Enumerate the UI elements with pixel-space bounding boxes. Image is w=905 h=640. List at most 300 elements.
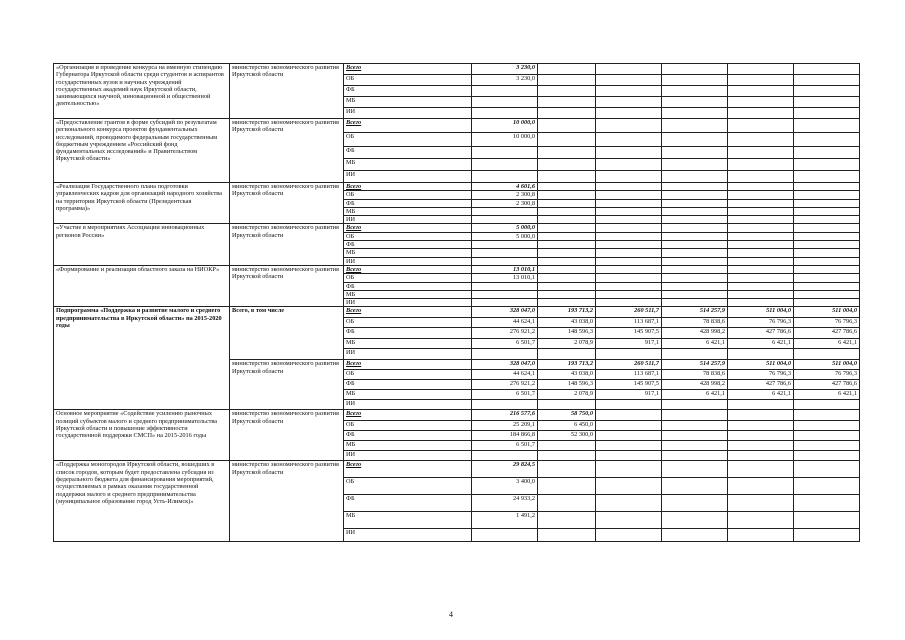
amount-cell-year-1 xyxy=(472,349,538,360)
amount-cell-year-1: 6 501,7 xyxy=(472,441,538,451)
amount-cell-year-1: 5 000,0 xyxy=(472,224,538,232)
funding-source-cell: МБ xyxy=(344,290,472,298)
funding-source-cell: ОБ xyxy=(344,75,472,86)
amount-cell-year-5 xyxy=(728,478,794,495)
amount-cell-year-5 xyxy=(728,119,794,133)
amount-cell-year-6 xyxy=(794,171,860,183)
amount-cell-year-2 xyxy=(538,64,596,75)
funding-source-cell: ФБ xyxy=(344,199,472,207)
amount-cell-year-6 xyxy=(794,299,860,307)
amount-cell-year-6 xyxy=(794,282,860,290)
amount-cell-year-1: 328 047,0 xyxy=(472,307,538,318)
amount-cell-year-3 xyxy=(596,199,662,207)
amount-cell-year-3: 917,1 xyxy=(596,339,662,349)
amount-cell-year-4 xyxy=(662,75,728,86)
funding-source-cell: ИИ xyxy=(344,257,472,265)
amount-cell-year-6 xyxy=(794,241,860,249)
funding-source-cell: ИИ xyxy=(344,216,472,224)
amount-cell-year-5: 511 004,0 xyxy=(728,360,794,370)
table-row xyxy=(54,461,860,478)
amount-cell-year-2 xyxy=(538,224,596,232)
amount-cell-year-1: 2 300,8 xyxy=(472,191,538,199)
amount-cell-year-4 xyxy=(662,119,728,133)
amount-cell-year-2 xyxy=(538,290,596,298)
amount-cell-year-5 xyxy=(728,290,794,298)
amount-cell-year-3 xyxy=(596,249,662,257)
amount-cell-year-4: 514 257,9 xyxy=(662,307,728,318)
amount-cell-year-2 xyxy=(538,75,596,86)
amount-cell-year-4 xyxy=(662,495,728,512)
amount-cell-year-3 xyxy=(596,119,662,133)
amount-cell-year-5 xyxy=(728,282,794,290)
amount-cell-year-4 xyxy=(662,410,728,421)
amount-cell-year-5 xyxy=(728,171,794,183)
funding-source-cell: Всего xyxy=(344,410,472,421)
measure-name-cell: «Формирование и реализация областного заказа на НИОКР» xyxy=(54,265,230,306)
amount-cell-year-6 xyxy=(794,86,860,97)
amount-cell-year-6: 6 421,1 xyxy=(794,390,860,400)
funding-source-cell: МБ xyxy=(344,207,472,215)
amount-cell-year-3 xyxy=(596,171,662,183)
amount-cell-year-5 xyxy=(728,299,794,307)
amount-cell-year-1 xyxy=(472,290,538,298)
measure-name-cell: «Предоставление грантов в форме субсидий по результатам регионального конкурса проектов фундаментальных исследований, проводимого федеральным государственным бюджетным учреждением «Российский фонд фундаментальных исследований» и Правительством Иркутской области» xyxy=(54,119,230,183)
amount-cell-year-3 xyxy=(596,274,662,282)
funding-source-cell: МБ xyxy=(344,159,472,171)
amount-cell-year-5 xyxy=(728,421,794,431)
amount-cell-year-3 xyxy=(596,75,662,86)
amount-cell-year-6 xyxy=(794,183,860,191)
amount-cell-year-3: 113 687,1 xyxy=(596,370,662,380)
amount-cell-year-1: 4 601,6 xyxy=(472,183,538,191)
amount-cell-year-1: 3 230,0 xyxy=(472,75,538,86)
amount-cell-year-2 xyxy=(538,257,596,265)
funding-source-cell: ФБ xyxy=(344,241,472,249)
funding-source-cell: МБ xyxy=(344,512,472,529)
funding-source-cell: МБ xyxy=(344,390,472,400)
amount-cell-year-5 xyxy=(728,232,794,240)
funding-source-cell: Всего xyxy=(344,461,472,478)
amount-cell-year-4: 6 421,1 xyxy=(662,390,728,400)
amount-cell-year-2 xyxy=(538,171,596,183)
amount-cell-year-4 xyxy=(662,349,728,360)
amount-cell-year-6 xyxy=(794,216,860,224)
amount-cell-year-6 xyxy=(794,478,860,495)
amount-cell-year-1: 184 866,8 xyxy=(472,431,538,441)
amount-cell-year-6 xyxy=(794,232,860,240)
amount-cell-year-4 xyxy=(662,133,728,147)
amount-cell-year-5 xyxy=(728,108,794,119)
amount-cell-year-6: 511 004,0 xyxy=(794,360,860,370)
amount-cell-year-6 xyxy=(794,199,860,207)
amount-cell-year-3 xyxy=(596,290,662,298)
funding-source-cell: ФБ xyxy=(344,86,472,97)
amount-cell-year-1 xyxy=(472,147,538,159)
amount-cell-year-4 xyxy=(662,224,728,232)
amount-cell-year-4: 78 838,6 xyxy=(662,318,728,328)
amount-cell-year-2 xyxy=(538,133,596,147)
amount-cell-year-2 xyxy=(538,400,596,410)
amount-cell-year-5: 76 796,3 xyxy=(728,370,794,380)
amount-cell-year-4 xyxy=(662,274,728,282)
amount-cell-year-1: 276 921,2 xyxy=(472,380,538,390)
amount-cell-year-4 xyxy=(662,232,728,240)
amount-cell-year-5 xyxy=(728,97,794,108)
amount-cell-year-1 xyxy=(472,282,538,290)
funding-source-cell: ОБ xyxy=(344,421,472,431)
amount-cell-year-3 xyxy=(596,421,662,431)
amount-cell-year-6: 76 796,3 xyxy=(794,318,860,328)
amount-cell-year-5 xyxy=(728,86,794,97)
amount-cell-year-4 xyxy=(662,282,728,290)
amount-cell-year-3: 145 907,5 xyxy=(596,380,662,390)
amount-cell-year-3 xyxy=(596,159,662,171)
amount-cell-year-1 xyxy=(472,207,538,215)
table-row xyxy=(54,119,860,133)
amount-cell-year-4 xyxy=(662,441,728,451)
amount-cell-year-6 xyxy=(794,108,860,119)
amount-cell-year-6 xyxy=(794,119,860,133)
amount-cell-year-1: 5 000,0 xyxy=(472,232,538,240)
amount-cell-year-6 xyxy=(794,495,860,512)
amount-cell-year-5 xyxy=(728,431,794,441)
funding-source-cell: ФБ xyxy=(344,431,472,441)
funding-source-cell: Всего xyxy=(344,265,472,273)
budget-table xyxy=(53,63,860,542)
table-row xyxy=(54,265,860,273)
amount-cell-year-1: 276 921,2 xyxy=(472,328,538,339)
amount-cell-year-6 xyxy=(794,75,860,86)
funding-source-cell: Всего xyxy=(344,183,472,191)
amount-cell-year-3 xyxy=(596,282,662,290)
amount-cell-year-5 xyxy=(728,257,794,265)
amount-cell-year-2 xyxy=(538,119,596,133)
amount-cell-year-6 xyxy=(794,451,860,461)
amount-cell-year-1: 13 010,1 xyxy=(472,274,538,282)
amount-cell-year-2 xyxy=(538,274,596,282)
amount-cell-year-6: 427 786,6 xyxy=(794,380,860,390)
amount-cell-year-2 xyxy=(538,108,596,119)
amount-cell-year-6 xyxy=(794,207,860,215)
amount-cell-year-1: 6 501,7 xyxy=(472,339,538,349)
amount-cell-year-4 xyxy=(662,265,728,273)
amount-cell-year-4 xyxy=(662,400,728,410)
executor-cell: министерство экономического развития Иркутской области xyxy=(230,265,344,306)
amount-cell-year-5 xyxy=(728,461,794,478)
amount-cell-year-5 xyxy=(728,495,794,512)
amount-cell-year-1: 10 000,0 xyxy=(472,133,538,147)
amount-cell-year-5 xyxy=(728,441,794,451)
amount-cell-year-6: 76 796,3 xyxy=(794,370,860,380)
funding-source-cell: Всего xyxy=(344,119,472,133)
amount-cell-year-4 xyxy=(662,290,728,298)
executor-cell: министерство экономического развития Иркутской области xyxy=(230,64,344,119)
amount-cell-year-1 xyxy=(472,249,538,257)
amount-cell-year-3 xyxy=(596,108,662,119)
amount-cell-year-6 xyxy=(794,461,860,478)
table-row xyxy=(54,307,860,318)
amount-cell-year-4: 78 838,6 xyxy=(662,370,728,380)
amount-cell-year-1 xyxy=(472,529,538,542)
table-row xyxy=(54,410,860,421)
amount-cell-year-3 xyxy=(596,97,662,108)
amount-cell-year-3 xyxy=(596,512,662,529)
amount-cell-year-3 xyxy=(596,183,662,191)
amount-cell-year-2 xyxy=(538,191,596,199)
table-row xyxy=(54,64,860,75)
amount-cell-year-5 xyxy=(728,451,794,461)
amount-cell-year-5 xyxy=(728,207,794,215)
amount-cell-year-1 xyxy=(472,257,538,265)
amount-cell-year-1: 3 400,0 xyxy=(472,478,538,495)
executor-cell: министерство экономического развития Иркутской области xyxy=(230,119,344,183)
amount-cell-year-2 xyxy=(538,478,596,495)
amount-cell-year-2: 193 713,2 xyxy=(538,307,596,318)
amount-cell-year-3 xyxy=(596,451,662,461)
amount-cell-year-5 xyxy=(728,216,794,224)
executor-cell: министерство экономического развития Иркутской области xyxy=(230,224,344,265)
amount-cell-year-2: 148 596,3 xyxy=(538,380,596,390)
amount-cell-year-1: 44 624,1 xyxy=(472,370,538,380)
amount-cell-year-2: 58 750,0 xyxy=(538,410,596,421)
funding-source-cell: МБ xyxy=(344,97,472,108)
amount-cell-year-6: 511 004,0 xyxy=(794,307,860,318)
amount-cell-year-1 xyxy=(472,400,538,410)
amount-cell-year-1 xyxy=(472,451,538,461)
funding-source-cell: Всего xyxy=(344,224,472,232)
amount-cell-year-3 xyxy=(596,133,662,147)
funding-source-cell: Всего xyxy=(344,360,472,370)
funding-source-cell: ОБ xyxy=(344,232,472,240)
funding-source-cell: ФБ xyxy=(344,328,472,339)
amount-cell-year-5 xyxy=(728,64,794,75)
amount-cell-year-3: 145 907,5 xyxy=(596,328,662,339)
measure-name-cell: «Организация и проведение конкурса на именную стипендию Губернатора Иркутской области среди студентов и аспирантов государственных вузов и научных учреждений государственных академий наук Иркутской области, занимающихся научной, инновационной и общественной деятельностью» xyxy=(54,64,230,119)
amount-cell-year-2 xyxy=(538,282,596,290)
amount-cell-year-6 xyxy=(794,257,860,265)
amount-cell-year-1: 216 577,6 xyxy=(472,410,538,421)
amount-cell-year-1: 328 047,0 xyxy=(472,360,538,370)
funding-source-cell: ОБ xyxy=(344,478,472,495)
funding-source-cell: ОБ xyxy=(344,318,472,328)
amount-cell-year-1 xyxy=(472,171,538,183)
amount-cell-year-1: 6 501,7 xyxy=(472,390,538,400)
amount-cell-year-3 xyxy=(596,441,662,451)
funding-source-cell: ОБ xyxy=(344,191,472,199)
amount-cell-year-4 xyxy=(662,199,728,207)
amount-cell-year-2 xyxy=(538,529,596,542)
amount-cell-year-2 xyxy=(538,241,596,249)
amount-cell-year-5 xyxy=(728,133,794,147)
funding-source-cell: ИИ xyxy=(344,529,472,542)
amount-cell-year-5 xyxy=(728,191,794,199)
amount-cell-year-4: 428 998,2 xyxy=(662,380,728,390)
amount-cell-year-5 xyxy=(728,529,794,542)
amount-cell-year-6 xyxy=(794,410,860,421)
amount-cell-year-5 xyxy=(728,410,794,421)
measure-name-cell: «Поддержка моногородов Иркутской области, вошедших в список городов, которым будет предоставлена субсидия из федерального бюджета для финансирования мероприятий, осуществляемых в рамках оказания государственной поддержки малого и среднего предпринимательства (муниципальное образование город Усть-Илимск)» xyxy=(54,461,230,542)
amount-cell-year-6 xyxy=(794,290,860,298)
executor-cell: министерство экономического развития Иркутской области xyxy=(230,410,344,461)
amount-cell-year-3 xyxy=(596,86,662,97)
executor-cell: министерство экономического развития Иркутской области xyxy=(230,360,344,410)
amount-cell-year-4 xyxy=(662,241,728,249)
amount-cell-year-4 xyxy=(662,183,728,191)
amount-cell-year-1: 3 230,0 xyxy=(472,64,538,75)
amount-cell-year-2 xyxy=(538,299,596,307)
amount-cell-year-6 xyxy=(794,159,860,171)
amount-cell-year-6 xyxy=(794,191,860,199)
amount-cell-year-1 xyxy=(472,108,538,119)
amount-cell-year-6 xyxy=(794,147,860,159)
amount-cell-year-2 xyxy=(538,512,596,529)
amount-cell-year-3 xyxy=(596,299,662,307)
funding-source-cell: ИИ xyxy=(344,451,472,461)
amount-cell-year-5: 511 004,0 xyxy=(728,307,794,318)
amount-cell-year-2: 2 078,9 xyxy=(538,339,596,349)
amount-cell-year-1: 2 300,8 xyxy=(472,199,538,207)
amount-cell-year-3 xyxy=(596,400,662,410)
amount-cell-year-1 xyxy=(472,216,538,224)
amount-cell-year-4 xyxy=(662,207,728,215)
amount-cell-year-4 xyxy=(662,97,728,108)
table-row xyxy=(54,183,860,191)
amount-cell-year-3 xyxy=(596,232,662,240)
amount-cell-year-2 xyxy=(538,207,596,215)
executor-cell: министерство экономического развития Иркутской области xyxy=(230,461,344,542)
executor-cell: Всего, в том числе xyxy=(230,307,344,360)
amount-cell-year-3 xyxy=(596,265,662,273)
amount-cell-year-6 xyxy=(794,224,860,232)
amount-cell-year-2: 52 300,0 xyxy=(538,431,596,441)
amount-cell-year-4 xyxy=(662,108,728,119)
amount-cell-year-6 xyxy=(794,265,860,273)
amount-cell-year-4 xyxy=(662,147,728,159)
amount-cell-year-5 xyxy=(728,241,794,249)
amount-cell-year-6 xyxy=(794,441,860,451)
amount-cell-year-3 xyxy=(596,64,662,75)
amount-cell-year-5 xyxy=(728,249,794,257)
amount-cell-year-5 xyxy=(728,265,794,273)
amount-cell-year-2 xyxy=(538,183,596,191)
funding-source-cell: ИИ xyxy=(344,299,472,307)
amount-cell-year-5 xyxy=(728,349,794,360)
amount-cell-year-5 xyxy=(728,75,794,86)
amount-cell-year-5 xyxy=(728,159,794,171)
amount-cell-year-3: 113 687,1 xyxy=(596,318,662,328)
amount-cell-year-2 xyxy=(538,265,596,273)
table-body xyxy=(54,64,860,542)
amount-cell-year-5: 6 421,1 xyxy=(728,390,794,400)
amount-cell-year-6 xyxy=(794,133,860,147)
measure-name-cell: «Участие в мероприятиях Ассоциации инновационных регионов России» xyxy=(54,224,230,265)
amount-cell-year-3 xyxy=(596,191,662,199)
amount-cell-year-5 xyxy=(728,147,794,159)
funding-source-cell: ФБ xyxy=(344,282,472,290)
amount-cell-year-2: 193 713,2 xyxy=(538,360,596,370)
amount-cell-year-6 xyxy=(794,249,860,257)
amount-cell-year-2 xyxy=(538,86,596,97)
amount-cell-year-4 xyxy=(662,86,728,97)
executor-cell: министерство экономического развития Иркутской области xyxy=(230,183,344,224)
amount-cell-year-4 xyxy=(662,421,728,431)
page-number: 4 xyxy=(449,610,453,619)
measure-name-cell: Основное мероприятие «Содействие усилению рыночных позиций субъектов малого и среднего предпринимательства Иркутской области и повышение эффективности государственной поддержки СМСП» на 2015-2016 годы xyxy=(54,410,230,461)
amount-cell-year-6 xyxy=(794,400,860,410)
amount-cell-year-5: 427 786,6 xyxy=(728,328,794,339)
amount-cell-year-2 xyxy=(538,147,596,159)
amount-cell-year-3 xyxy=(596,216,662,224)
amount-cell-year-2 xyxy=(538,199,596,207)
amount-cell-year-1: 10 000,0 xyxy=(472,119,538,133)
amount-cell-year-1: 13 010,1 xyxy=(472,265,538,273)
amount-cell-year-5 xyxy=(728,199,794,207)
amount-cell-year-1 xyxy=(472,97,538,108)
amount-cell-year-3 xyxy=(596,529,662,542)
amount-cell-year-2: 6 450,0 xyxy=(538,421,596,431)
amount-cell-year-2 xyxy=(538,232,596,240)
amount-cell-year-3: 917,1 xyxy=(596,390,662,400)
amount-cell-year-1: 25 209,1 xyxy=(472,421,538,431)
amount-cell-year-4 xyxy=(662,216,728,224)
funding-source-cell: ФБ xyxy=(344,380,472,390)
amount-cell-year-5 xyxy=(728,400,794,410)
amount-cell-year-2 xyxy=(538,249,596,257)
amount-cell-year-6 xyxy=(794,64,860,75)
amount-cell-year-1 xyxy=(472,86,538,97)
amount-cell-year-4 xyxy=(662,299,728,307)
amount-cell-year-2 xyxy=(538,441,596,451)
amount-cell-year-4 xyxy=(662,191,728,199)
funding-source-cell: ИИ xyxy=(344,108,472,119)
amount-cell-year-3 xyxy=(596,207,662,215)
amount-cell-year-6 xyxy=(794,512,860,529)
amount-cell-year-3: 260 511,7 xyxy=(596,360,662,370)
amount-cell-year-3 xyxy=(596,410,662,421)
amount-cell-year-3 xyxy=(596,147,662,159)
amount-cell-year-4 xyxy=(662,512,728,529)
amount-cell-year-4 xyxy=(662,249,728,257)
amount-cell-year-4 xyxy=(662,451,728,461)
amount-cell-year-4: 514 257,9 xyxy=(662,360,728,370)
amount-cell-year-5: 6 421,1 xyxy=(728,339,794,349)
amount-cell-year-5 xyxy=(728,274,794,282)
amount-cell-year-3: 260 511,7 xyxy=(596,307,662,318)
funding-source-cell: ОБ xyxy=(344,133,472,147)
funding-source-cell: МБ xyxy=(344,441,472,451)
amount-cell-year-4 xyxy=(662,64,728,75)
funding-source-cell: Всего xyxy=(344,64,472,75)
amount-cell-year-6 xyxy=(794,97,860,108)
amount-cell-year-2 xyxy=(538,461,596,478)
amount-cell-year-5 xyxy=(728,183,794,191)
measure-name-cell: «Реализация Государственного плана подготовки управленческих кадров для организаций народного хозяйства на территории Иркутской области (Президентская программа)» xyxy=(54,183,230,224)
amount-cell-year-2: 148 596,3 xyxy=(538,328,596,339)
amount-cell-year-4 xyxy=(662,257,728,265)
amount-cell-year-6: 427 786,6 xyxy=(794,328,860,339)
amount-cell-year-1: 1 491,2 xyxy=(472,512,538,529)
funding-source-cell: ИИ xyxy=(344,171,472,183)
table-row xyxy=(54,224,860,232)
amount-cell-year-5 xyxy=(728,224,794,232)
amount-cell-year-4 xyxy=(662,171,728,183)
funding-source-cell: Всего xyxy=(344,307,472,318)
amount-cell-year-6 xyxy=(794,421,860,431)
amount-cell-year-3 xyxy=(596,495,662,512)
funding-source-cell: ОБ xyxy=(344,274,472,282)
amount-cell-year-6 xyxy=(794,349,860,360)
amount-cell-year-2: 2 078,9 xyxy=(538,390,596,400)
